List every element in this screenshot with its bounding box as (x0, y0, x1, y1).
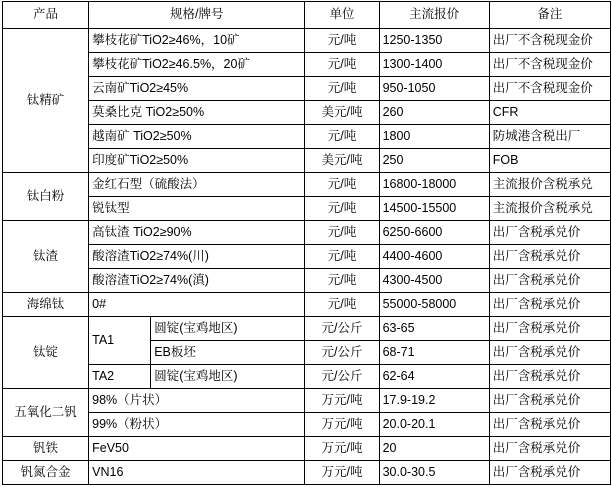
unit-cell: 万元/吨 (305, 389, 379, 413)
remark-cell: 出厂含税承兑价 (489, 413, 610, 437)
spec-cell: 云南矿TiO2≥45% (89, 77, 305, 101)
table-header (3, 2, 611, 29)
remark-cell: 出厂含税承兑价 (489, 437, 610, 461)
table-row (3, 221, 611, 245)
table-row (3, 197, 611, 221)
table-row (3, 29, 611, 53)
price-cell: 55000-58000 (379, 293, 489, 317)
price-cell: 16800-18000 (379, 173, 489, 197)
table-row (3, 149, 611, 173)
price-cell: 63-65 (379, 317, 489, 341)
price-cell: 68-71 (379, 341, 489, 365)
price-table (2, 1, 611, 485)
product-cell: 钛锭 (3, 317, 89, 389)
price-cell: 250 (379, 149, 489, 173)
price-cell: 14500-15500 (379, 197, 489, 221)
price-cell: 17.9-19.2 (379, 389, 489, 413)
unit-cell: 元/吨 (305, 221, 379, 245)
remark-cell: 出厂含税承兑价 (489, 317, 610, 341)
remark-cell: 出厂不含税现金价 (489, 53, 610, 77)
spec-cell: 金红石型（硫酸法） (89, 173, 305, 197)
price-cell: 20.0-20.1 (379, 413, 489, 437)
unit-cell: 元/公斤 (305, 365, 379, 389)
remark-cell: 出厂含税承兑价 (489, 269, 610, 293)
spec-cell: 0# (89, 293, 305, 317)
unit-cell: 万元/吨 (305, 413, 379, 437)
spec-cell: 攀枝花矿TiO2≥46%，10矿 (89, 29, 305, 53)
remark-cell: FOB (489, 149, 610, 173)
price-cell: 1300-1400 (379, 53, 489, 77)
spec-cell: 攀枝花矿TiO2≥46.5%，20矿 (89, 53, 305, 77)
unit-cell: 元/吨 (305, 29, 379, 53)
price-cell: 1250-1350 (379, 29, 489, 53)
remark-cell: 出厂含税承兑价 (489, 293, 610, 317)
table-row (3, 437, 611, 461)
unit-cell: 美元/吨 (305, 149, 379, 173)
unit-cell: 元/吨 (305, 125, 379, 149)
price-cell: 950-1050 (379, 77, 489, 101)
price-cell: 30.0-30.5 (379, 461, 489, 485)
unit-cell: 元/吨 (305, 293, 379, 317)
price-cell: 260 (379, 101, 489, 125)
remark-cell: 主流报价含税承兑 (489, 173, 610, 197)
unit-cell: 万元/吨 (305, 461, 379, 485)
price-cell: 6250-6600 (379, 221, 489, 245)
table-row (3, 173, 611, 197)
table-row (3, 101, 611, 125)
grade-cell: TA1 (89, 317, 151, 365)
table-row (3, 413, 611, 437)
header-remark: 备注 (489, 2, 610, 29)
table-row (3, 461, 611, 485)
spec-cell: 99%（粉状） (89, 413, 305, 437)
product-cell: 钛精矿 (3, 29, 89, 173)
remark-cell: 出厂含税承兑价 (489, 389, 610, 413)
product-cell: 钒氮合金 (3, 461, 89, 485)
remark-cell: 出厂含税承兑价 (489, 461, 610, 485)
remark-cell: 出厂含税承兑价 (489, 245, 610, 269)
spec-cell: 圆锭(宝鸡地区) (151, 365, 305, 389)
header-spec: 规格/牌号 (89, 2, 305, 29)
table-body (3, 29, 611, 485)
remark-cell: 出厂不含税现金价 (489, 77, 610, 101)
unit-cell: 元/吨 (305, 245, 379, 269)
spec-cell: 98%（片状） (89, 389, 305, 413)
header-unit: 单位 (305, 2, 379, 29)
product-cell: 钛渣 (3, 221, 89, 293)
remark-cell: 出厂含税承兑价 (489, 341, 610, 365)
product-cell: 海绵钛 (3, 293, 89, 317)
spec-cell: 酸溶渣TiO2≥74%(滇) (89, 269, 305, 293)
table-row (3, 77, 611, 101)
unit-cell: 美元/吨 (305, 101, 379, 125)
product-cell: 钒铁 (3, 437, 89, 461)
remark-cell: 防城港含税出厂 (489, 125, 610, 149)
remark-cell: CFR (489, 101, 610, 125)
price-cell: 1800 (379, 125, 489, 149)
remark-cell: 出厂不含税现金价 (489, 29, 610, 53)
unit-cell: 元/吨 (305, 173, 379, 197)
unit-cell: 元/吨 (305, 77, 379, 101)
spec-cell: 锐钛型 (89, 197, 305, 221)
price-cell: 20 (379, 437, 489, 461)
spec-cell: FeV50 (89, 437, 305, 461)
unit-cell: 元/吨 (305, 197, 379, 221)
remark-cell: 主流报价含税承兑 (489, 197, 610, 221)
product-cell: 五氧化二钒 (3, 389, 89, 437)
header-row (3, 2, 611, 29)
spec-cell: VN16 (89, 461, 305, 485)
table-row (3, 269, 611, 293)
unit-cell: 元/吨 (305, 53, 379, 77)
table-row (3, 365, 611, 389)
spec-cell: 酸溶渣TiO2≥74%(川) (89, 245, 305, 269)
table-row (3, 125, 611, 149)
remark-cell: 出厂含税承兑价 (489, 365, 610, 389)
grade-cell: TA2 (89, 365, 151, 389)
spec-cell: 莫桑比克 TiO2≥50% (89, 101, 305, 125)
header-product: 产品 (3, 2, 89, 29)
unit-cell: 元/吨 (305, 269, 379, 293)
table-row (3, 317, 611, 341)
spec-cell: 印度矿TiO2≥50% (89, 149, 305, 173)
table-row (3, 245, 611, 269)
unit-cell: 元/公斤 (305, 341, 379, 365)
spec-cell: 圆锭(宝鸡地区) (151, 317, 305, 341)
remark-cell: 出厂含税承兑价 (489, 221, 610, 245)
price-cell: 4400-4600 (379, 245, 489, 269)
spec-cell: 越南矿 TiO2≥50% (89, 125, 305, 149)
header-price: 主流报价 (379, 2, 489, 29)
unit-cell: 万元/吨 (305, 437, 379, 461)
table-row (3, 53, 611, 77)
spec-cell: EB板坯 (151, 341, 305, 365)
spec-cell: 高钛渣 TiO2≥90% (89, 221, 305, 245)
price-cell: 4300-4500 (379, 269, 489, 293)
price-cell: 62-64 (379, 365, 489, 389)
product-cell: 钛白粉 (3, 173, 89, 221)
table-row (3, 389, 611, 413)
table-row (3, 293, 611, 317)
unit-cell: 元/公斤 (305, 317, 379, 341)
